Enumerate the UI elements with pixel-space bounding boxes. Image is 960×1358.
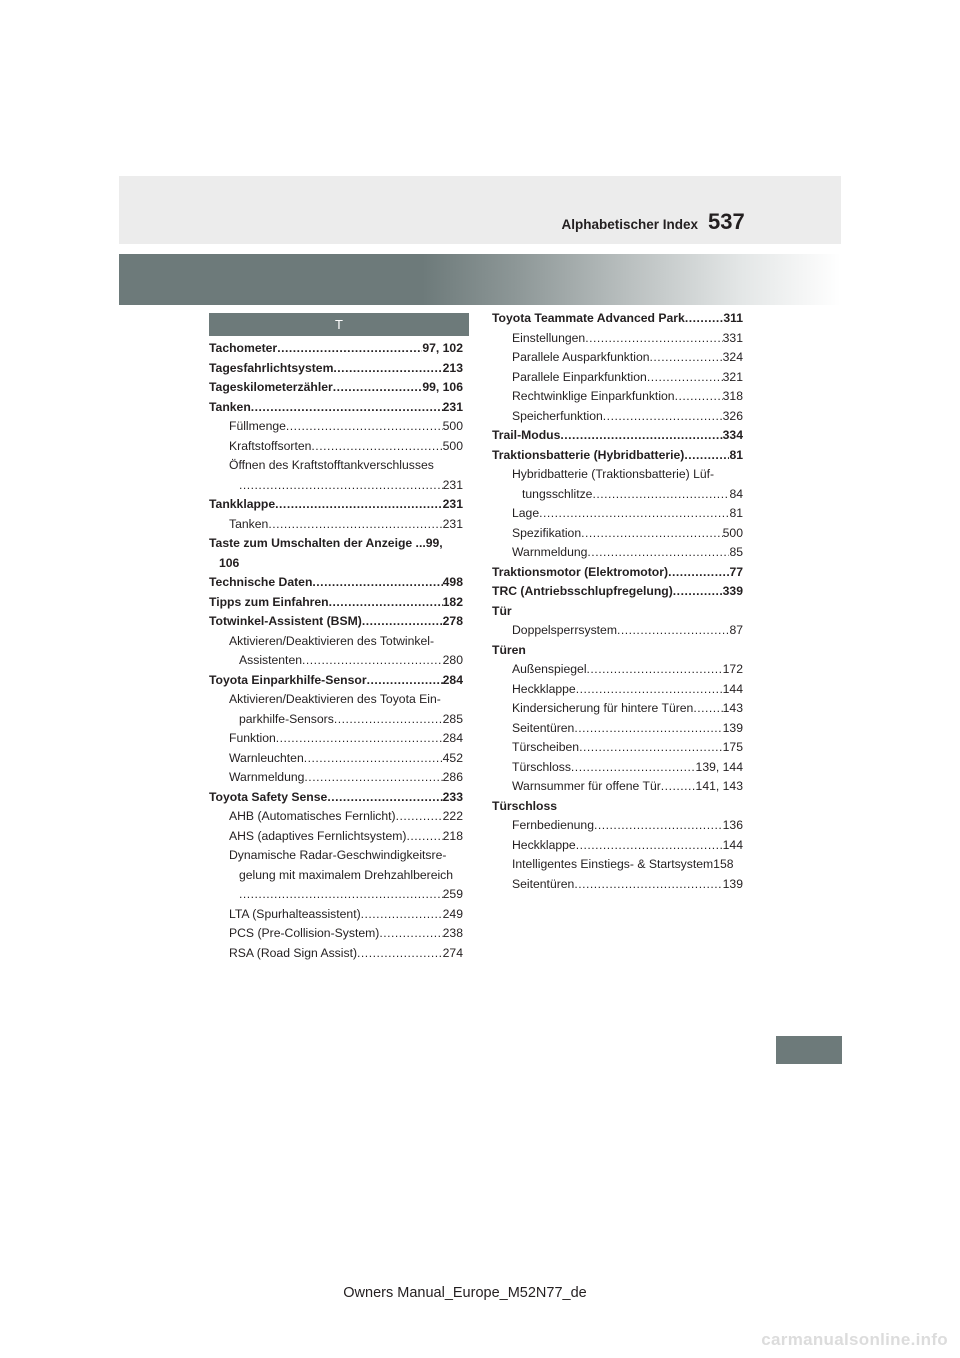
index-entry-term: Türschloss [512, 759, 571, 774]
index-entry [492, 504, 743, 524]
dot-leader [333, 359, 442, 379]
index-entry-page: 259 [442, 887, 463, 901]
index-entry-page: 136 [722, 818, 743, 832]
index-entry-page: 99, 106 [422, 380, 463, 394]
index-entry-page: 144 [722, 837, 743, 852]
index-entry-page: 500 [722, 525, 743, 540]
index-entry-term: Fernbedienung [512, 818, 594, 832]
index-entry-page: 286 [442, 770, 463, 784]
index-entry-page: 249 [442, 906, 463, 921]
index-entry-term: Einstellungen [512, 330, 586, 345]
index-entry [209, 671, 463, 691]
index-entry [492, 738, 743, 758]
index-entry-term: Tür [492, 603, 512, 618]
section-title: Alphabetischer Index [561, 217, 698, 232]
dot-leader [668, 563, 729, 583]
index-entry [209, 378, 463, 398]
index-entry [209, 788, 463, 808]
index-entry [209, 495, 463, 515]
index-entry-term: gelung mit maximalem Drehzahlbereich [239, 867, 454, 882]
dot-leader [396, 807, 443, 827]
index-entry [209, 846, 463, 866]
index-entry [209, 651, 463, 671]
dot-leader [367, 671, 443, 691]
index-entry [209, 768, 463, 788]
index-entry-page: 231 [442, 399, 463, 414]
index-entry-term: 106 [219, 555, 240, 570]
index-entry-term: Funktion [229, 731, 276, 745]
index-entry-term: Parallele Einparkfunktion [512, 369, 647, 384]
index-entry [209, 359, 463, 379]
dot-leader [312, 573, 442, 593]
dot-leader [587, 660, 723, 680]
index-entry [492, 641, 743, 661]
index-entry-term: Intelligentes Einstiegs- & Startsystem158 [512, 857, 734, 871]
index-entry [492, 426, 743, 446]
index-entry [492, 524, 743, 544]
index-entry-page: 231 [442, 516, 463, 531]
dot-leader [576, 680, 723, 700]
index-entry [492, 719, 743, 739]
index-entry [209, 456, 463, 476]
index-entry-page: 85 [729, 545, 743, 559]
index-entry-term: Doppelsperrsystem [512, 623, 617, 637]
index-column-right [492, 309, 743, 894]
index-entry [209, 905, 463, 925]
dot-leader [239, 476, 443, 496]
dot-leader [647, 368, 723, 388]
index-entry [209, 807, 463, 827]
index-entry [492, 875, 743, 895]
index-entry-term: Kraftstoffsorten [229, 438, 312, 453]
page-number: 537 [708, 209, 745, 234]
index-entry-term: Tachometer [209, 341, 278, 355]
index-entry [492, 446, 743, 466]
index-entry-term: TRC (Antriebsschlupfregelung) [492, 584, 673, 598]
index-entry-term: Traktionsbatterie (Hybridbatterie) [492, 447, 685, 462]
index-entry-term: Totwinkel-Assistent (BSM) [209, 614, 362, 628]
index-entry-page: 213 [442, 360, 463, 375]
index-entry-page: 500 [442, 438, 463, 453]
index-entry-page: 284 [442, 672, 463, 687]
index-entry-page: 84 [729, 486, 743, 501]
index-entry-page: 285 [442, 711, 463, 726]
index-entry-term: Heckklappe [512, 681, 576, 696]
index-entry [209, 476, 463, 496]
index-entry-term: PCS (Pre-Collision-System) [229, 926, 380, 940]
dot-leader [239, 885, 443, 905]
index-entry-term: Speicherfunktion [512, 408, 603, 423]
index-entry [209, 573, 463, 593]
dot-leader [693, 699, 722, 719]
index-entry-page: 143 [722, 701, 743, 715]
index-entry-term: AHS (adaptives Fernlichtsystem) [229, 828, 407, 843]
index-entry-term: Tageskilometerzähler [209, 380, 333, 394]
index-entry [209, 749, 463, 769]
index-entry-term: LTA (Spurhalteassistent) [229, 906, 361, 921]
dot-leader [581, 524, 723, 544]
index-entry-page: 172 [722, 662, 743, 676]
index-entry-term: Toyota Einparkhilfe-Sensor [209, 672, 367, 687]
index-entry [209, 398, 463, 418]
index-entry [209, 534, 463, 554]
index-entry [492, 855, 743, 875]
index-entry-term: Tanken [229, 516, 269, 531]
index-entry-page: 280 [442, 653, 463, 667]
index-entry-page: 321 [722, 369, 743, 384]
dot-leader [361, 905, 443, 925]
index-entry-term: Aktivieren/Deaktivieren des Toyota Ein- [229, 692, 441, 706]
header-gradient-bar [119, 254, 841, 305]
index-entry-term: AHB (Automatisches Fernlicht) [229, 809, 396, 823]
index-entry [209, 632, 463, 652]
dot-leader [684, 446, 729, 466]
dot-leader [276, 729, 443, 749]
dot-leader [585, 329, 722, 349]
index-entry-page: 218 [442, 828, 463, 843]
index-entry [209, 729, 463, 749]
index-entry-term: Türschloss [492, 798, 558, 813]
index-entry [492, 777, 743, 797]
index-entry-page: 500 [442, 419, 463, 433]
index-entry [209, 612, 463, 632]
index-entry-term: Heckklappe [512, 837, 576, 852]
index-entry [209, 827, 463, 847]
dot-leader [579, 738, 723, 758]
index-entry [209, 417, 463, 437]
dot-leader [329, 593, 443, 613]
index-entry [209, 885, 463, 905]
dot-leader [275, 495, 443, 515]
index-entry [492, 582, 743, 602]
dot-leader [304, 749, 443, 769]
index-entry [492, 309, 743, 329]
index-entry-page: 284 [442, 731, 463, 745]
index-entry-page: 77 [729, 564, 743, 579]
dot-leader [333, 378, 423, 398]
index-entry-term: Warnmeldung [512, 545, 588, 559]
dot-leader [277, 339, 422, 359]
dot-leader [675, 387, 723, 407]
index-entry-page: 318 [722, 389, 743, 403]
index-entry-term: Toyota Teammate Advanced Park [492, 311, 685, 325]
dot-leader [379, 924, 442, 944]
index-column-left [209, 339, 463, 963]
dot-leader [362, 612, 443, 632]
index-entry-page: 141, 143 [695, 779, 743, 793]
dot-leader [673, 582, 723, 602]
index-entry [209, 593, 463, 613]
index-entry-term: RSA (Road Sign Assist) [229, 945, 358, 960]
index-entry-page: 324 [722, 350, 743, 364]
index-entry-term: Spezifikation [512, 525, 582, 540]
index-entry [492, 797, 743, 817]
dot-leader [357, 944, 443, 964]
index-entry [492, 836, 743, 856]
index-entry-term: parkhilfe-Sensors [239, 711, 334, 726]
index-entry-page: 274 [442, 945, 463, 960]
index-entry-page: 498 [442, 575, 463, 589]
index-entry-term: Tanken [209, 399, 251, 414]
index-entry [492, 368, 743, 388]
index-entry-term: Türen [492, 642, 526, 657]
index-entry-term: Tagesfahrlichtsystem [209, 360, 334, 375]
dot-leader [571, 758, 696, 778]
watermark: carmanualsonline.info [761, 1330, 948, 1349]
index-entry-page: 87 [729, 623, 743, 637]
index-entry [492, 660, 743, 680]
index-entry-page: 139 [722, 720, 743, 735]
chapter-thumb-tab [776, 1036, 842, 1064]
dot-leader [406, 827, 442, 847]
index-entry-page: 334 [722, 428, 743, 442]
index-entry-page: 452 [442, 750, 463, 765]
index-entry-page: 311 [723, 311, 743, 325]
footer-document-id: Owners Manual_Europe_M52N77_de [343, 1285, 587, 1301]
dot-leader [587, 543, 729, 563]
dot-leader [302, 651, 443, 671]
dot-leader [304, 768, 442, 788]
index-entry-page: 222 [442, 809, 463, 823]
index-entry-term: Kindersicherung für hintere Türen [512, 701, 694, 715]
index-entry [209, 339, 463, 359]
dot-leader [650, 348, 723, 368]
index-entry-page: 182 [442, 594, 463, 609]
index-entry-page: 231 [442, 477, 463, 492]
index-entry [492, 563, 743, 583]
index-entry-term: Öffnen des Kraftstofftankverschlusses [229, 458, 434, 472]
dot-leader [574, 875, 722, 895]
index-entry-term: tungsschlitze [522, 486, 593, 501]
dot-leader [268, 515, 442, 535]
index-entry-page: 326 [722, 408, 743, 423]
index-entry [209, 944, 463, 964]
index-entry-page: 139 [722, 876, 743, 891]
index-entry-page: 97, 102 [422, 341, 463, 355]
index-entry-term: Parallele Ausparkfunktion [512, 350, 650, 364]
dot-leader [574, 719, 722, 739]
index-entry [209, 924, 463, 944]
dot-leader [311, 437, 442, 457]
index-entry-term: Traktionsmotor (Elektromotor) [492, 564, 669, 579]
dot-leader [603, 407, 723, 427]
dot-leader [592, 485, 729, 505]
index-entry-page: 231 [442, 497, 463, 511]
index-entry-term: Warnleuchten [229, 750, 304, 765]
dot-leader [251, 398, 443, 418]
index-entry-term: Toyota Safety Sense [209, 789, 328, 804]
index-entry [492, 329, 743, 349]
index-entry [492, 485, 743, 505]
dot-leader [539, 504, 729, 524]
index-entry-term: Warnmeldung [229, 770, 305, 784]
index-entry-term: Seitentüren [512, 720, 575, 735]
index-entry-term: Tipps zum Einfahren [209, 594, 329, 609]
index-entry [492, 816, 743, 836]
index-entry [492, 680, 743, 700]
index-entry-term: Türscheiben [512, 740, 580, 754]
index-entry [209, 690, 463, 710]
index-entry-term: Assistenten [239, 653, 303, 667]
dot-leader [617, 621, 729, 641]
dot-leader [661, 777, 696, 797]
dot-leader [334, 710, 443, 730]
index-entry [492, 758, 743, 778]
index-entry [209, 710, 463, 730]
index-entry-term: Außenspiegel [512, 662, 587, 676]
index-entry-page: 331 [722, 330, 743, 345]
dot-leader [286, 417, 443, 437]
index-entry-term: Tankklappe [209, 497, 276, 511]
index-entry-term: Aktivieren/Deaktivieren des Totwinkel- [229, 633, 435, 648]
index-entry-page: 278 [442, 614, 463, 628]
index-entry-term: Trail-Modus [492, 428, 561, 442]
index-entry-page: 144 [722, 681, 743, 696]
index-entry [492, 543, 743, 563]
index-entry [492, 465, 743, 485]
index-entry [209, 866, 463, 886]
index-entry-term: Technische Daten [209, 575, 313, 589]
index-entry [492, 387, 743, 407]
index-entry-page: 233 [442, 789, 463, 804]
index-entry-term: Hybridbatterie (Traktionsbatterie) Lüf- [512, 467, 715, 481]
index-entry [492, 407, 743, 427]
index-entry-page: 81 [729, 447, 743, 462]
index-entry [492, 621, 743, 641]
index-entry-term: Füllmenge [229, 419, 286, 433]
dot-leader [327, 788, 442, 808]
index-entry [492, 602, 743, 622]
index-letter-header: T [209, 313, 469, 336]
index-entry [492, 348, 743, 368]
index-entry [209, 554, 463, 574]
dot-leader [576, 836, 723, 856]
index-entry-page: 238 [442, 926, 463, 940]
index-entry-page: 175 [722, 740, 743, 754]
index-entry-page: 339 [722, 584, 743, 598]
index-entry-term: Dynamische Radar-Geschwindigkeitsre- [229, 848, 447, 862]
index-entry-term: Warnsummer für offene Tür [512, 779, 661, 793]
index-entry-term: Seitentüren [512, 876, 575, 891]
index-entry-page: 139, 144 [695, 759, 743, 774]
index-entry-term: Rechtwinklige Einparkfunktion [512, 389, 675, 403]
index-entry [492, 699, 743, 719]
dot-leader [594, 816, 723, 836]
dot-leader [685, 309, 724, 329]
index-entry-term: Taste zum Umschalten der Anzeige ...99, [209, 536, 443, 550]
index-entry-page: 81 [729, 506, 743, 520]
index-entry [209, 437, 463, 457]
index-entry-term: Lage [512, 506, 540, 520]
index-entry [209, 515, 463, 535]
dot-leader [560, 426, 722, 446]
